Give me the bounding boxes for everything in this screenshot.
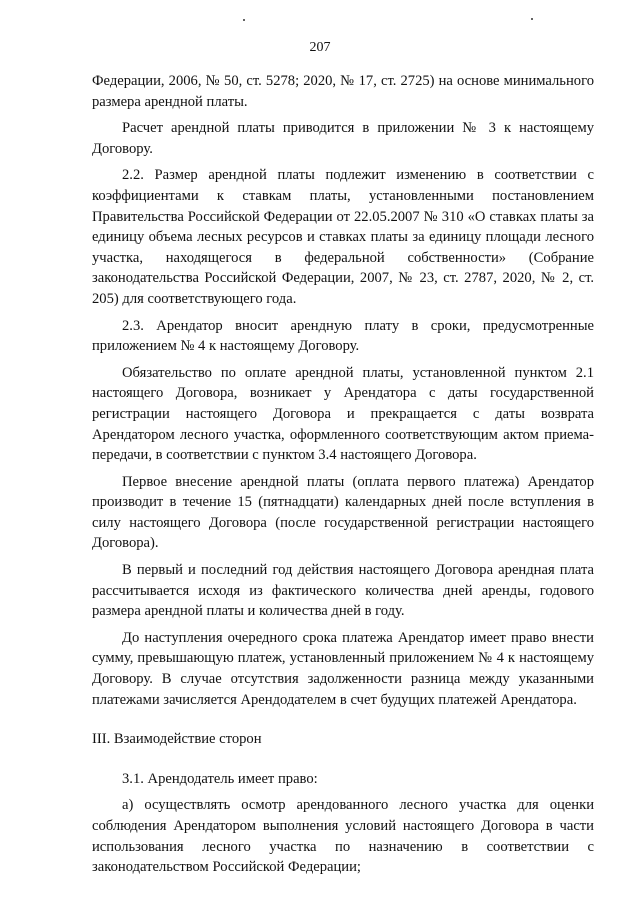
paragraph-3-1-a: а) осуществлять осмотр арендованного лесного участка для оценки соблюдения Арендатором выполнения условий настоящего Договора в части использования лесного участка по назначению в соответствии с законодательством Российской Федерации; [92,797,594,876]
paragraph-rent-calculation: Расчет арендной платы приводится в приложении № 3 к настоящему Договору. [92,120,594,157]
paragraph-3-1: 3.1. Арендодатель имеет право: [122,770,318,787]
section-heading: III. Взаимодействие сторон [92,731,262,748]
paragraph-first-payment: Первое внесение арендной платы (оплата первого платежа) Арендатор производит в течение 15 (пятнадцати) календарных дней после вступления в силу настоящего Договора (после государственной регистрации настоящего Договора). [92,473,594,552]
paragraph-2-3: 2.3. Арендатор вносит арендную плату в сроки, предусмотренные приложением № 4 к настоящему Договору. [92,317,594,355]
paragraph-continuation: Федерации, 2006, № 50, ст. 5278; 2020, № 17, ст. 2725) на основе минимального размера арендной платы. [92,73,594,110]
page-number: 207 [309,40,331,55]
document-body [92,71,594,878]
paragraph-first-last-year: В первый и последний год действия настоящего Договора арендная плата рассчитывается исходя из фактического количества дней аренды, годового размера арендной платы и количества дней в году. [92,562,594,620]
paragraph-advance-payment: До наступления очередного срока платежа Арендатор имеет право внести сумму, превышающую платеж, установленный приложением № 4 к настоящему Договору. В случае отсутствия задолженности разница между указанными платежами зачисляется Арендодателем в счет будущих платежей Арендатора. [92,629,594,708]
scan-speck [243,19,245,21]
scan-speck [531,18,533,20]
paragraph-payment-obligation: Обязательство по оплате арендной платы, установленной пунктом 2.1 настоящего Договора, возникает у Арендатора с даты государственной регистрации настоящего Договора и прекращается с даты возврата Арендатором лесного участка, оформленного соответствующим актом приема-передачи, в соответствии с пунктом 3.4 настоящего Договора. [92,364,594,464]
paragraph-2-2: 2.2. Размер арендной платы подлежит изменению в соответствии с коэффициентами к ставкам платы, установленными постановлением Правительства Российской Федерации от 22.05.2007 № 310 «О ставках платы за единицу объема лесных ресурсов и ставках платы за единицу площади лесного участка, находящегося в федеральной собственности» (Собрание законодательства Российской Федерации, 2007, № 23, ст. 2787, 2020, № 2, ст. 205) для соответствующего года. [92,167,594,307]
